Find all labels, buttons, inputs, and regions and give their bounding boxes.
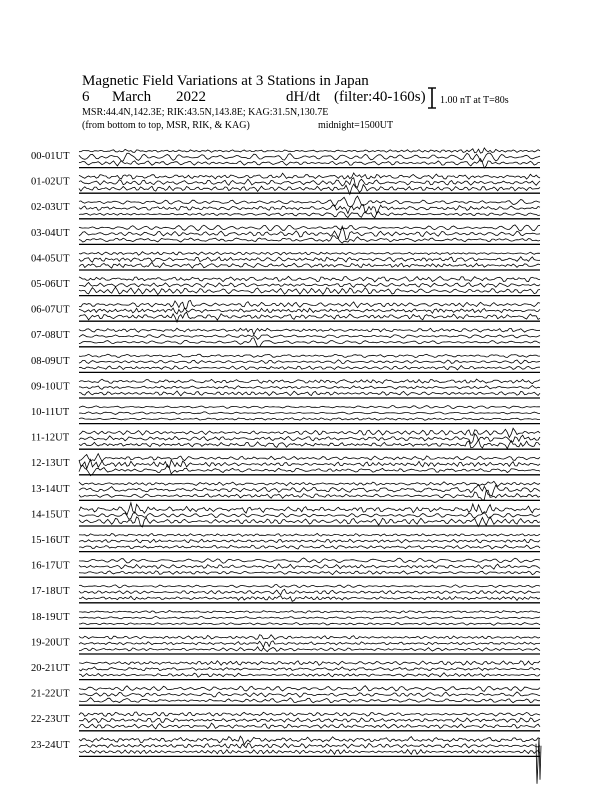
row-label: 13-14UT xyxy=(31,483,70,495)
date-month: March xyxy=(112,89,152,105)
trace-msr xyxy=(79,159,540,168)
trace-msr xyxy=(79,391,540,396)
row-16-17ut xyxy=(31,558,540,577)
trace-msr xyxy=(79,545,540,549)
quantity-label: dH/dt xyxy=(286,89,321,105)
row-07-08ut xyxy=(31,328,540,347)
row-20-21ut xyxy=(31,661,540,680)
scale-bar xyxy=(428,88,509,108)
row-00-01ut xyxy=(31,148,540,168)
trace-rik xyxy=(79,539,540,543)
row-14-15ut xyxy=(31,503,540,527)
trace-rik xyxy=(79,512,540,520)
row-05-06ut xyxy=(31,276,540,295)
row-label: 15-16UT xyxy=(31,535,70,546)
station-order-note: (from bottom to top, MSR, RIK, & KAG) xyxy=(82,120,250,131)
trace-kag xyxy=(79,252,540,256)
chart-header xyxy=(82,73,426,131)
row-23-24ut xyxy=(31,736,540,756)
trace-rik xyxy=(79,460,540,469)
trace-msr xyxy=(79,723,540,729)
final-spike-trace xyxy=(536,738,541,784)
trace-rik xyxy=(79,718,540,723)
row-label: 05-06UT xyxy=(31,279,70,290)
trace-rik xyxy=(79,616,540,619)
trace-rik xyxy=(79,205,540,214)
trace-msr xyxy=(79,647,540,652)
trace-rik xyxy=(79,692,540,697)
row-label: 03-04UT xyxy=(31,227,70,239)
chart-title: Magnetic Field Variations at 3 Stations in Japan xyxy=(82,73,369,89)
date-day: 6 xyxy=(82,89,90,105)
trace-kag xyxy=(79,406,540,409)
trace-rik xyxy=(79,412,540,415)
row-label: 09-10UT xyxy=(31,381,70,393)
trace-rik xyxy=(79,308,540,314)
row-label: 04-05UT xyxy=(31,253,70,265)
trace-rik xyxy=(79,485,540,496)
row-label: 07-08UT xyxy=(31,330,70,342)
trace-kag xyxy=(79,379,540,384)
trace-rik xyxy=(79,641,540,648)
trace-rik xyxy=(79,178,540,188)
trace-msr xyxy=(79,262,540,268)
trace-rik xyxy=(79,564,540,569)
trace-kag xyxy=(79,428,540,437)
trace-msr xyxy=(79,673,540,678)
trace-msr xyxy=(79,366,540,370)
row-label: 18-19UT xyxy=(31,611,70,623)
trace-kag xyxy=(79,300,540,308)
trace-msr xyxy=(79,698,540,703)
row-02-03ut xyxy=(31,196,540,219)
trace-kag xyxy=(79,148,540,153)
trace-kag xyxy=(79,686,540,692)
row-label: 08-09UT xyxy=(31,355,70,367)
station-coordinates: MSR:44.4N,142.3E; RIK:43.5N,143.8E; KAG:31.5N,130.7E xyxy=(82,107,329,118)
row-label: 00-01UT xyxy=(31,151,70,162)
trace-msr xyxy=(79,211,540,217)
row-label: 23-24UT xyxy=(31,739,70,751)
trace-kag xyxy=(79,712,540,716)
trace-kag xyxy=(79,328,540,335)
trace-rows xyxy=(31,148,541,784)
row-label: 22-23UT xyxy=(31,714,70,726)
trace-rik xyxy=(79,667,540,671)
scale-bar-label: 1.00 nT at T=80s xyxy=(440,95,509,106)
row-label: 16-17UT xyxy=(31,560,70,572)
trace-rik xyxy=(79,386,540,390)
midnight-note: midnight=1500UT xyxy=(318,120,394,131)
row-label: 02-03UT xyxy=(31,202,70,214)
row-label: 12-13UT xyxy=(31,458,70,470)
trace-kag xyxy=(79,225,540,231)
trace-msr xyxy=(79,465,540,476)
trace-msr xyxy=(79,623,540,626)
filter-label: (filter:40-160s) xyxy=(334,89,426,105)
trace-kag xyxy=(79,611,540,614)
row-09-10ut xyxy=(31,379,540,398)
trace-msr xyxy=(79,312,540,322)
row-13-14ut xyxy=(31,481,540,500)
trace-kag xyxy=(79,503,540,515)
trace-msr xyxy=(79,418,540,421)
trace-rik xyxy=(79,589,540,594)
row-10-11ut xyxy=(31,406,540,424)
trace-rik xyxy=(79,257,540,263)
trace-kag xyxy=(79,558,540,563)
trace-kag xyxy=(79,585,540,588)
trace-kag xyxy=(79,533,540,536)
row-label: 01-02UT xyxy=(31,176,70,188)
row-08-09ut xyxy=(31,354,540,372)
row-label: 20-21UT xyxy=(31,663,70,674)
trace-rik xyxy=(79,743,540,748)
row-label: 11-12UT xyxy=(31,432,70,444)
trace-kag xyxy=(79,354,540,357)
row-label: 21-22UT xyxy=(31,688,70,700)
trace-msr xyxy=(79,571,540,575)
row-03-04ut xyxy=(31,225,540,245)
trace-kag xyxy=(79,635,540,640)
trace-kag xyxy=(79,196,540,207)
trace-kag xyxy=(79,173,540,179)
trace-rik xyxy=(79,360,540,364)
row-label: 17-18UT xyxy=(31,586,70,598)
row-11-12ut xyxy=(31,428,540,449)
trace-rik xyxy=(79,153,540,162)
row-19-20ut xyxy=(31,635,540,654)
trace-kag xyxy=(79,481,540,486)
row-label: 10-11UT xyxy=(31,407,70,418)
row-label: 19-20UT xyxy=(31,637,70,649)
date-year: 2022 xyxy=(176,89,206,105)
row-17-18ut xyxy=(31,585,540,603)
row-01-02ut xyxy=(31,173,540,194)
trace-kag xyxy=(79,454,540,462)
row-22-23ut xyxy=(31,712,540,731)
row-12-13ut xyxy=(31,454,540,476)
row-04-05ut xyxy=(31,252,540,270)
trace-kag xyxy=(79,736,540,745)
trace-msr xyxy=(79,596,540,602)
trace-msr xyxy=(79,750,540,755)
row-18-19ut xyxy=(31,611,540,629)
row-15-16ut xyxy=(31,533,540,551)
trace-kag xyxy=(79,276,540,282)
trace-rik xyxy=(79,335,540,340)
trace-msr xyxy=(79,287,540,294)
trace-msr xyxy=(79,236,540,243)
trace-kag xyxy=(79,661,540,666)
row-label: 14-15UT xyxy=(31,509,70,521)
row-label: 06-07UT xyxy=(31,304,70,316)
trace-msr xyxy=(79,338,540,347)
trace-rik xyxy=(79,283,540,288)
row-06-07ut xyxy=(31,300,540,322)
row-21-22ut xyxy=(31,686,540,706)
